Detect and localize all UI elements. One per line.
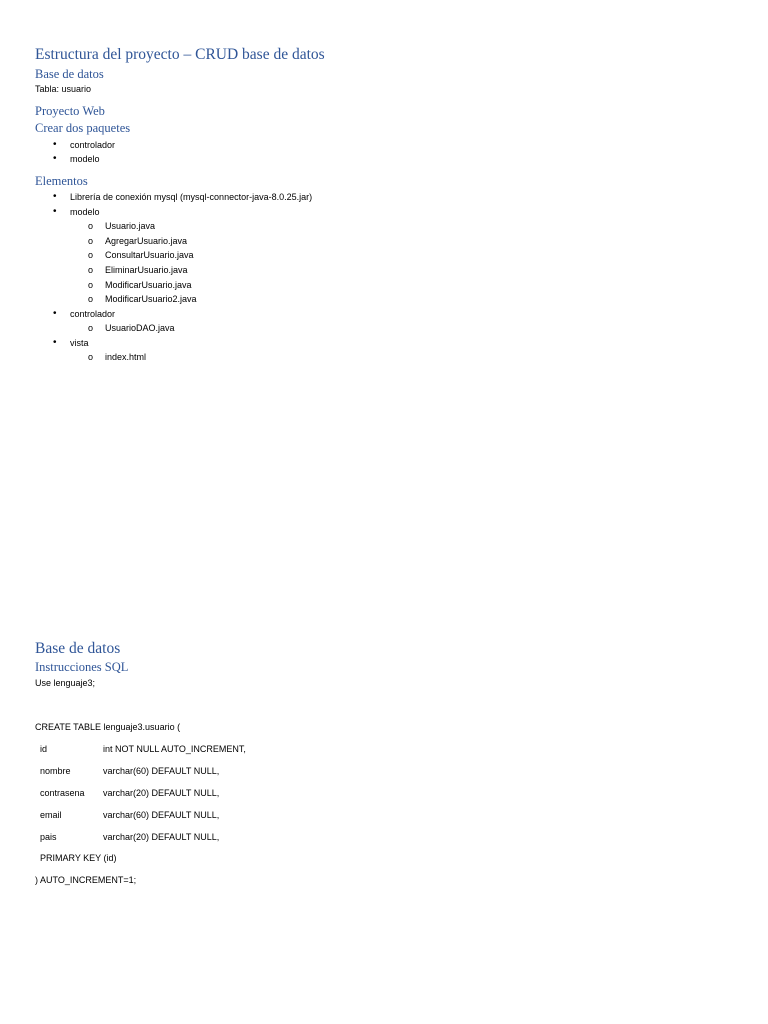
sub-bullet-icon: o — [88, 323, 94, 333]
heading-crear-paquetes: Crear dos paquetes — [35, 121, 131, 135]
sql-column-def: varchar(20) DEFAULT NULL, — [103, 832, 220, 842]
sub-bullet-icon: o — [88, 294, 94, 304]
sql-column-name: email — [40, 810, 62, 820]
section-title-base-de-datos: Base de datos — [35, 640, 121, 657]
heading-proyecto-web: Proyecto Web — [35, 104, 105, 118]
file-item: UsuarioDAO.java — [105, 323, 175, 333]
sql-column-def: varchar(20) DEFAULT NULL, — [103, 788, 220, 798]
file-item: ModificarUsuario2.java — [105, 294, 197, 304]
file-item: ModificarUsuario.java — [105, 280, 192, 290]
sub-bullet-icon: o — [88, 280, 94, 290]
sql-column-name: pais — [40, 832, 57, 842]
bullet-icon: • — [53, 206, 57, 217]
sql-end-statement: ) AUTO_INCREMENT=1; — [35, 875, 137, 885]
element-controlador: controlador — [70, 309, 116, 319]
bullet-icon: • — [53, 308, 57, 319]
package-item-controlador: controlador — [70, 140, 116, 150]
element-vista: vista — [70, 338, 89, 348]
file-item: ConsultarUsuario.java — [105, 250, 194, 260]
sql-create-table: CREATE TABLE lenguaje3.usuario ( — [35, 722, 181, 732]
bullet-icon: • — [53, 139, 57, 150]
file-item: Usuario.java — [105, 221, 156, 231]
sql-column-name: id — [40, 744, 48, 754]
sub-bullet-icon: o — [88, 352, 94, 362]
sub-bullet-icon: o — [88, 221, 94, 231]
sub-bullet-icon: o — [88, 250, 94, 260]
document-title: Estructura del proyecto – CRUD base de datos — [35, 46, 325, 63]
sql-column-name: nombre — [40, 766, 71, 776]
package-item-modelo: modelo — [70, 154, 100, 164]
element-library: Librería de conexión mysql (mysql-connector-java-8.0.25.jar) — [70, 192, 313, 202]
file-item: EliminarUsuario.java — [105, 265, 188, 275]
bullet-icon: • — [53, 191, 57, 202]
subtitle-instrucciones-sql: Instrucciones SQL — [35, 660, 129, 674]
sql-column-name: contrasena — [40, 788, 85, 798]
bullet-icon: • — [53, 153, 57, 164]
table-name-text: Tabla: usuario — [35, 84, 92, 94]
heading-base-de-datos: Base de datos — [35, 67, 104, 81]
element-modelo: modelo — [70, 207, 100, 217]
sql-column-def: varchar(60) DEFAULT NULL, — [103, 766, 220, 776]
sql-column-def: varchar(60) DEFAULT NULL, — [103, 810, 220, 820]
sql-column-def: int NOT NULL AUTO_INCREMENT, — [103, 744, 246, 754]
heading-elementos: Elementos — [35, 174, 88, 188]
file-item: AgregarUsuario.java — [105, 236, 188, 246]
bullet-icon: • — [53, 337, 57, 348]
sql-use-statement: Use lenguaje3; — [35, 678, 96, 688]
sub-bullet-icon: o — [88, 265, 94, 275]
sub-bullet-icon: o — [88, 236, 94, 246]
sql-primary-key: PRIMARY KEY (id) — [40, 853, 117, 863]
file-item: index.html — [105, 352, 147, 362]
